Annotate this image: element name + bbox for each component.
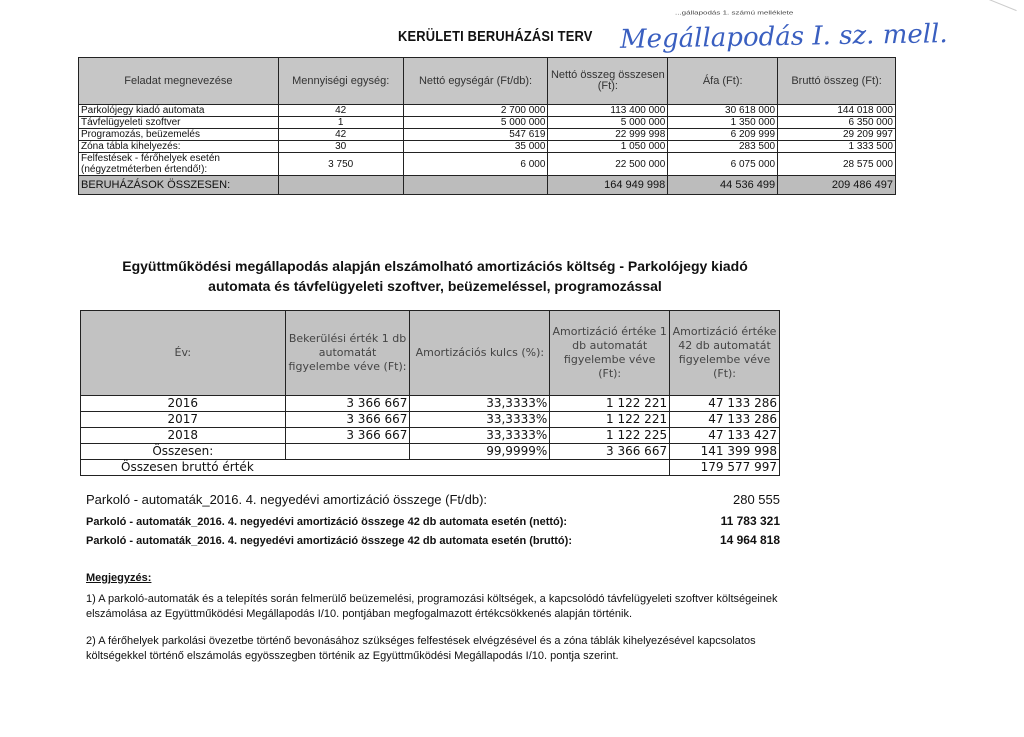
cell-all: 47 133 427	[670, 428, 780, 444]
summary-label: Parkoló - automaták_2016. 4. negyedévi amortizáció összege (Ft/db):	[86, 492, 488, 507]
column-header: Feladat megnevezése	[79, 58, 279, 105]
column-header: Nettó egységár (Ft/db):	[403, 58, 548, 105]
total-vat: 44 536 499	[668, 176, 778, 195]
table-row	[79, 153, 896, 176]
table-row	[81, 412, 780, 428]
gross-all: 179 577 997	[670, 460, 780, 476]
section-title: Együttműködési megállapodás alapján elszámolható amortizációs költség - Parkolójegy kiadó automata és távfelügyeleti szoftver, beüzemeléssel, programozással	[122, 258, 748, 294]
cell-vat: 1 350 000	[668, 117, 778, 129]
column-header: Év:	[81, 311, 286, 396]
summary-label: Parkoló - automaták_2016. 4. negyedévi amortizáció összege 42 db automata esetén (nettó):	[86, 516, 568, 528]
cell-qty: 42	[278, 105, 403, 117]
cell-year: 2017	[81, 412, 286, 428]
cell-one: 1 122 221	[550, 412, 670, 428]
notes-heading: Megjegyzés:	[86, 572, 152, 584]
empty-cell	[285, 444, 410, 460]
cell-gross: 6 350 000	[778, 117, 896, 129]
cell-gross: 1 333 500	[778, 141, 896, 153]
cell-vat: 283 500	[668, 141, 778, 153]
cell-unit: 547 619	[403, 129, 548, 141]
cell-name: Zóna tábla kihelyezés:	[79, 141, 279, 153]
cell-qty: 42	[278, 129, 403, 141]
sum-one: 3 366 667	[550, 444, 670, 460]
cell-year: 2018	[81, 428, 286, 444]
cell-vat: 30 618 000	[668, 105, 778, 117]
table-row	[79, 129, 896, 141]
total-row	[79, 176, 896, 195]
total-net: 164 949 998	[548, 176, 668, 195]
gross-row	[81, 460, 780, 476]
cell-unit: 35 000	[403, 141, 548, 153]
cell-cost: 3 366 667	[285, 428, 410, 444]
column-header: Amortizáció értéke 1 db automatát figyelembe véve (Ft):	[550, 311, 670, 396]
cell-vat: 6 209 999	[668, 129, 778, 141]
handwritten-annotation: Megállapodás I. sz. mell.	[619, 19, 948, 55]
cell-qty: 3 750	[278, 153, 403, 176]
cell-gross: 28 575 000	[778, 153, 896, 176]
column-header: Bruttó összeg (Ft):	[778, 58, 896, 105]
header-fragment: ...gállapodás 1. számú melléklete	[675, 9, 794, 17]
summary-value: 14 964 818	[719, 533, 780, 547]
cell-cost: 3 366 667	[285, 412, 410, 428]
cell-unit: 2 700 000	[403, 105, 548, 117]
cell-net: 1 050 000	[548, 141, 668, 153]
cell-rate: 33,3333%	[410, 412, 550, 428]
sum-rate: 99,9999%	[410, 444, 550, 460]
table-row	[79, 117, 896, 129]
column-header: Amortizáció értéke 42 db automatát figyelembe véve (Ft):	[670, 311, 780, 396]
cell-unit: 5 000 000	[403, 117, 548, 129]
column-header: Áfa (Ft):	[668, 58, 778, 105]
amortization-table	[80, 310, 780, 476]
cell-name: Felfestések - férőhelyek esetén (négyzetméterben értendő!):	[79, 153, 279, 176]
cell-unit: 6 000	[403, 153, 548, 176]
cell-rate: 33,3333%	[410, 428, 550, 444]
cell-net: 22 500 000	[548, 153, 668, 176]
investment-plan-table	[78, 57, 896, 195]
column-header: Bekerülési érték 1 db automatát figyelembe véve (Ft):	[285, 311, 410, 396]
cell-name: Parkolójegy kiadó automata	[79, 105, 279, 117]
cell-qty: 1	[278, 117, 403, 129]
table-header-row	[81, 311, 780, 396]
cell-all: 47 133 286	[670, 396, 780, 412]
cell-one: 1 122 225	[550, 428, 670, 444]
cell-gross: 29 209 997	[778, 129, 896, 141]
column-header: Mennyiségi egység:	[278, 58, 403, 105]
cell-net: 113 400 000	[548, 105, 668, 117]
column-header: Nettó összeg összesen (Ft):	[548, 58, 668, 105]
summary-value: 280 555	[733, 492, 780, 507]
table-row	[81, 396, 780, 412]
note-item: 1) A parkoló-automaták és a telepítés során felmerülő beüzemelési, programozási költségek, a kapcsolódó távfelügyeleti szoftver költségeinek elszámolása az Együttműködési Megállapodás I/10. pontjában megfogalmazott értékcsökkenés alapján történik.	[86, 593, 778, 620]
cell-vat: 6 075 000	[668, 153, 778, 176]
cell-qty: 30	[278, 141, 403, 153]
table-header-row	[79, 58, 896, 105]
cell-net: 22 999 998	[548, 129, 668, 141]
cell-gross: 144 018 000	[778, 105, 896, 117]
scan-mark	[983, 0, 1016, 24]
table-row	[79, 105, 896, 117]
cell-one: 1 122 221	[550, 396, 670, 412]
column-header: Amortizációs kulcs (%):	[410, 311, 550, 396]
cell-year: 2016	[81, 396, 286, 412]
cell-all: 47 133 286	[670, 412, 780, 428]
total-gross: 209 486 497	[778, 176, 896, 195]
table-row	[81, 428, 780, 444]
note-item: 2) A férőhelyek parkolási övezetbe történő bevonásához szükséges felfestések elvégzésével és a zóna táblák kihelyezésével kapcsolatos költségekkel történő elszámolás egyösszegben történik az Együttműködési Megállapodás I/10. pontja szerint.	[86, 635, 756, 662]
empty-cell	[278, 176, 403, 195]
cell-rate: 33,3333%	[410, 396, 550, 412]
cell-name: Távfelügyeleti szoftver	[79, 117, 279, 129]
gross-label: Összesen bruttó érték	[81, 460, 670, 476]
summary-value: 11 783 321	[720, 514, 780, 528]
total-label: BERUHÁZÁSOK ÖSSZESEN:	[79, 176, 279, 195]
empty-cell	[403, 176, 548, 195]
summary-label: Parkoló - automaták_2016. 4. negyedévi amortizáció összege 42 db automata esetén (bruttó):	[86, 535, 572, 547]
sum-all: 141 399 998	[670, 444, 780, 460]
document-title: KERÜLETI BERUHÁZÁSI TERV	[398, 28, 593, 45]
cell-net: 5 000 000	[548, 117, 668, 129]
sum-label: Összesen:	[81, 444, 286, 460]
cell-cost: 3 366 667	[285, 396, 410, 412]
sum-row	[81, 444, 780, 460]
table-row	[79, 141, 896, 153]
cell-name: Programozás, beüzemelés	[79, 129, 279, 141]
